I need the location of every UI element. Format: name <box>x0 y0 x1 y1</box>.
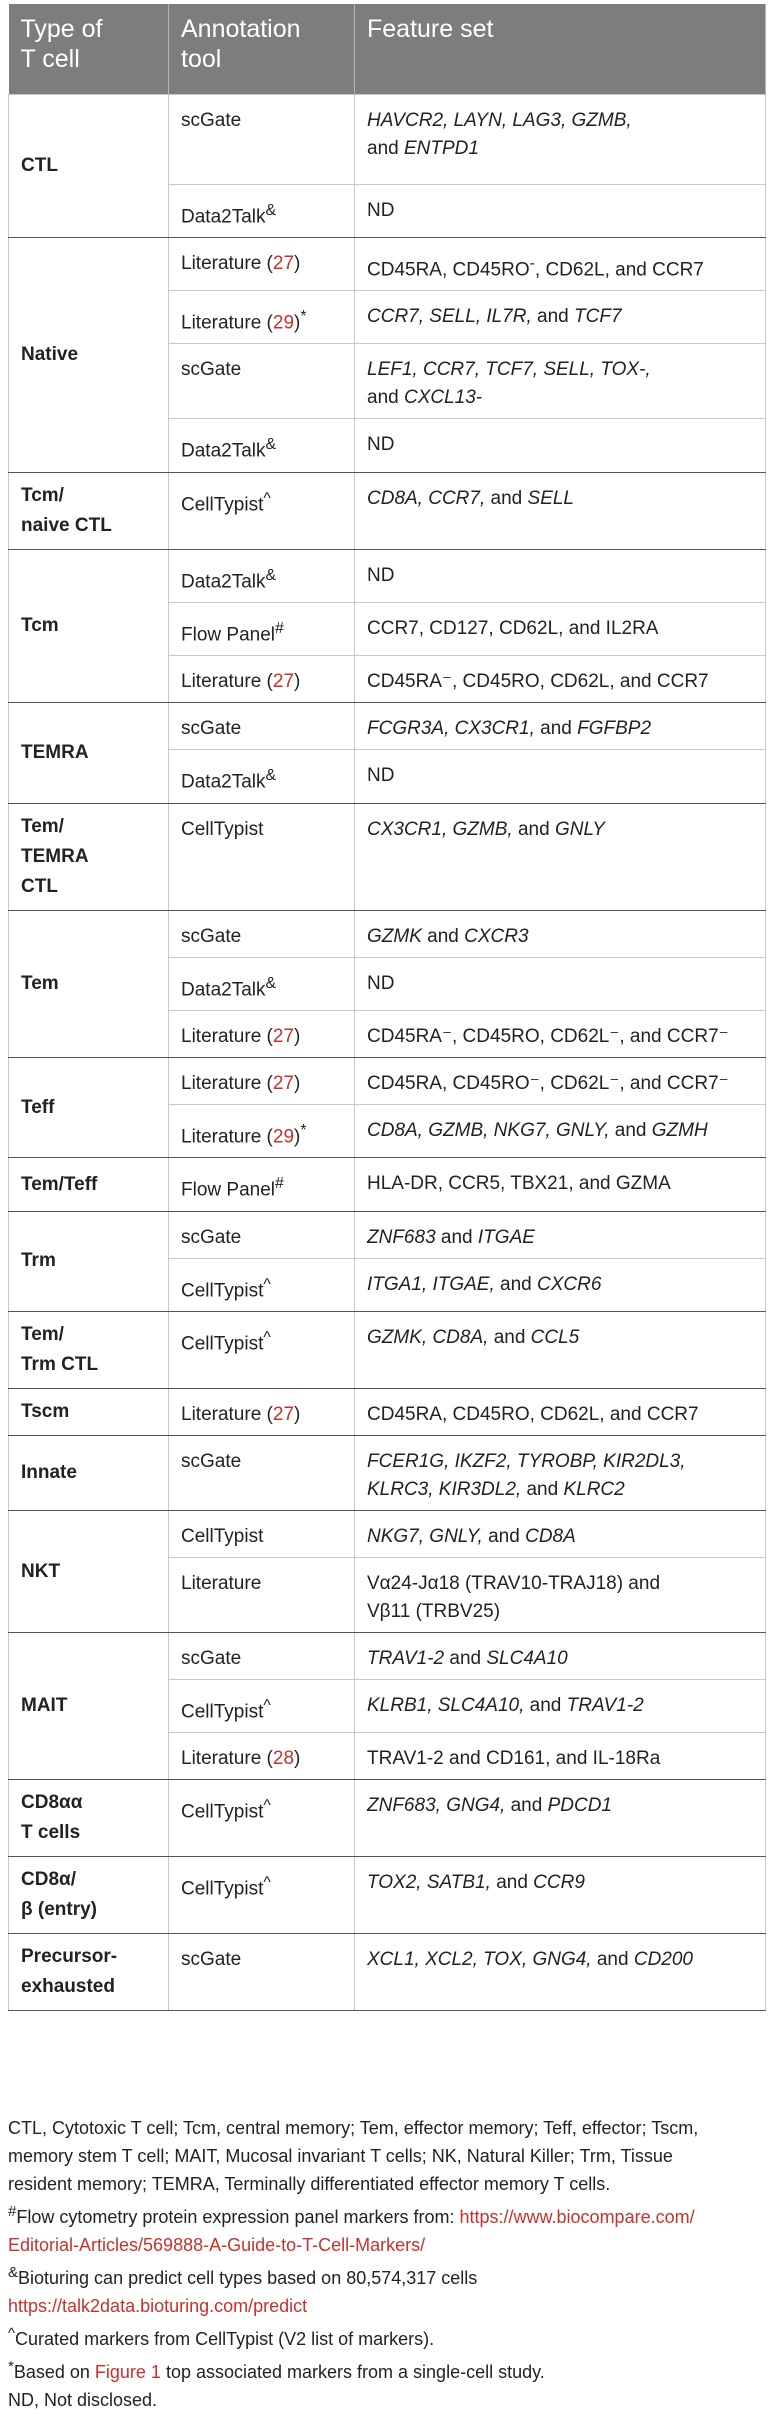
footnote-flow-panel: #Flow cytometry protein expression panel markers from: https://www.biocompare.com/ Editorial-Articles/569888-A-Guide-to-T-Cell-Markers/ <box>8 2203 695 2255</box>
cell-type: Tem/Teff <box>9 1158 169 1211</box>
t-cell-marker-table <box>8 4 766 2011</box>
tool-cell: scGate <box>169 1211 355 1258</box>
tool-cell: Literature (27) <box>169 1058 355 1105</box>
feature-cell: GZMK and CXCR3 <box>355 910 766 957</box>
feature-cell: NKG7, GNLY, and CD8A <box>355 1511 766 1558</box>
tool-cell: scGate <box>169 1934 355 2011</box>
cell-type: Tcm <box>9 549 169 703</box>
tool-cell: CellTypist^ <box>169 472 355 549</box>
feature-cell: ND <box>355 184 766 237</box>
tool-cell: Literature (27) <box>169 1389 355 1436</box>
table-row <box>9 1389 766 1436</box>
tool-cell: CellTypist^ <box>169 1680 355 1733</box>
cell-type: Native <box>9 237 169 472</box>
feature-cell: ITGA1, ITGAE, and CXCR6 <box>355 1258 766 1311</box>
figure-1-link[interactable]: Figure 1 <box>94 2362 161 2382</box>
feature-cell: FCGR3A, CX3CR1, and FGFBP2 <box>355 703 766 750</box>
tool-cell: Data2Talk& <box>169 184 355 237</box>
footnote-based-on: *Based on Figure 1 top associated markers from a single-cell study. <box>8 2358 545 2382</box>
tool-cell: scGate <box>169 1633 355 1680</box>
table-footnotes <box>8 2114 768 2414</box>
table-header <box>9 4 766 94</box>
cell-type: Innate <box>9 1436 169 1511</box>
feature-cell: XCL1, XCL2, TOX, GNG4, and CD200 <box>355 1934 766 2011</box>
table-row <box>9 1211 766 1258</box>
cell-type: Tcm/ naive CTL <box>9 472 169 549</box>
table-row <box>9 1857 766 1934</box>
feature-cell: ZNF683, GNG4, and PDCD1 <box>355 1780 766 1857</box>
tool-cell: Literature (28) <box>169 1733 355 1780</box>
header-type: Type of T cell <box>9 4 169 94</box>
tool-cell: CellTypist^ <box>169 1312 355 1389</box>
tool-cell: Literature <box>169 1558 355 1633</box>
feature-cell: HLA-DR, CCR5, TBX21, and GZMA <box>355 1158 766 1211</box>
table-row <box>9 1934 766 2011</box>
biocompare-link-cont[interactable]: Editorial-Articles/569888-A-Guide-to-T-Cell-Markers/ <box>8 2235 426 2255</box>
bioturing-link[interactable]: https://talk2data.bioturing.com/predict <box>8 2296 308 2316</box>
feature-cell: CD45RA, CD45RO-, CD62L, and CCR7 <box>355 237 766 290</box>
cell-type: CTL <box>9 94 169 237</box>
tool-cell: CellTypist^ <box>169 1780 355 1857</box>
tool-cell: scGate <box>169 344 355 419</box>
cell-type: Trm <box>9 1211 169 1311</box>
footnote-bioturing: &Bioturing can predict cell types based on 80,574,317 cells https://talk2data.bioturing.com/predict <box>8 2264 478 2316</box>
tool-cell: CellTypist^ <box>169 1258 355 1311</box>
feature-cell: Vα24-Jα18 (TRAV10-TRAJ18) and Vβ11 (TRBV25) <box>355 1558 766 1633</box>
table-row <box>9 1633 766 1680</box>
tool-cell: CellTypist^ <box>169 1857 355 1934</box>
feature-cell: CD45RA⁻, CD45RO, CD62L, and CCR7 <box>355 656 766 703</box>
cell-type: Tem/ TEMRA CTL <box>9 803 169 910</box>
cell-type: Tscm <box>9 1389 169 1436</box>
tool-cell: Flow Panel# <box>169 1158 355 1211</box>
tool-cell: CellTypist <box>169 803 355 910</box>
footnote-abbreviations: CTL, Cytotoxic T cell; Tcm, central memory; Tem, effector memory; Teff, effector; Tscm, memory stem T cell; MAIT, Mucosal invariant T cells; NK, Natural Killer; Trm, Tissue resident memory; TEMRA, Terminally differentiated effector memory T cells. <box>8 2118 699 2194</box>
feature-cell: ZNF683 and ITGAE <box>355 1211 766 1258</box>
feature-cell: LEF1, CCR7, TCF7, SELL, TOX-, and CXCL13- <box>355 344 766 419</box>
feature-cell: CD45RA, CD45RO, CD62L, and CCR7 <box>355 1389 766 1436</box>
table-row <box>9 1312 766 1389</box>
cell-type: Tem <box>9 910 169 1057</box>
feature-cell: CD45RA, CD45RO⁻, CD62L⁻, and CCR7⁻ <box>355 1058 766 1105</box>
feature-cell: ND <box>355 750 766 803</box>
cell-type: CD8αα T cells <box>9 1780 169 1857</box>
tool-cell: Literature (27) <box>169 656 355 703</box>
feature-cell: TRAV1-2 and SLC4A10 <box>355 1633 766 1680</box>
tool-cell: Data2Talk& <box>169 419 355 472</box>
footnote-nd: ND, Not disclosed. <box>8 2390 158 2410</box>
cell-type: Tem/ Trm CTL <box>9 1312 169 1389</box>
feature-cell: TOX2, SATB1, and CCR9 <box>355 1857 766 1934</box>
cell-type: TEMRA <box>9 703 169 803</box>
feature-cell: CX3CR1, GZMB, and GNLY <box>355 803 766 910</box>
table-row <box>9 94 766 184</box>
tool-cell: Literature (29)* <box>169 1105 355 1158</box>
feature-cell: ND <box>355 957 766 1010</box>
header-feature: Feature set <box>355 4 766 94</box>
cell-type: Teff <box>9 1058 169 1158</box>
feature-cell: GZMK, CD8A, and CCL5 <box>355 1312 766 1389</box>
feature-cell: FCER1G, IKZF2, TYROBP, KIR2DL3, KLRC3, KIR3DL2, and KLRC2 <box>355 1436 766 1511</box>
table-row <box>9 472 766 549</box>
tool-cell: Flow Panel# <box>169 603 355 656</box>
tool-cell: Data2Talk& <box>169 750 355 803</box>
tool-cell: Literature (27) <box>169 1011 355 1058</box>
feature-cell: CD8A, CCR7, and SELL <box>355 472 766 549</box>
feature-cell: CD45RA⁻, CD45RO, CD62L⁻, and CCR7⁻ <box>355 1011 766 1058</box>
cell-type: NKT <box>9 1511 169 1633</box>
feature-cell: HAVCR2, LAYN, LAG3, GZMB, and ENTPD1 <box>355 94 766 184</box>
footnote-curated: ^Curated markers from CellTypist (V2 list of markers). <box>8 2325 435 2349</box>
tool-cell: Literature (27) <box>169 237 355 290</box>
table-row <box>9 1158 766 1211</box>
feature-cell: ND <box>355 549 766 602</box>
tool-cell: scGate <box>169 1436 355 1511</box>
table-row <box>9 803 766 910</box>
table-row <box>9 1511 766 1558</box>
tool-cell: scGate <box>169 910 355 957</box>
table-row <box>9 1780 766 1857</box>
cell-type: MAIT <box>9 1633 169 1780</box>
table-row <box>9 237 766 290</box>
cell-type: Precursor- exhausted <box>9 1934 169 2011</box>
feature-cell: ND <box>355 419 766 472</box>
table-row <box>9 703 766 750</box>
cell-type: CD8α/ β (entry) <box>9 1857 169 1934</box>
feature-cell: TRAV1-2 and CD161, and IL-18Ra <box>355 1733 766 1780</box>
table-row <box>9 1436 766 1511</box>
feature-cell: KLRB1, SLC4A10, and TRAV1-2 <box>355 1680 766 1733</box>
tool-cell: Literature (29)* <box>169 291 355 344</box>
header-tool: Annotation tool <box>169 4 355 94</box>
tool-cell: Data2Talk& <box>169 957 355 1010</box>
tool-cell: CellTypist <box>169 1511 355 1558</box>
feature-cell: CCR7, CD127, CD62L, and IL2RA <box>355 603 766 656</box>
tool-cell: scGate <box>169 703 355 750</box>
table-row <box>9 910 766 957</box>
feature-cell: CD8A, GZMB, NKG7, GNLY, and GZMH <box>355 1105 766 1158</box>
tool-cell: scGate <box>169 94 355 184</box>
feature-cell: CCR7, SELL, IL7R, and TCF7 <box>355 291 766 344</box>
biocompare-link[interactable]: https://www.biocompare.com/ <box>459 2207 695 2227</box>
tool-cell: Data2Talk& <box>169 549 355 602</box>
table-row <box>9 549 766 602</box>
table-row <box>9 1058 766 1105</box>
